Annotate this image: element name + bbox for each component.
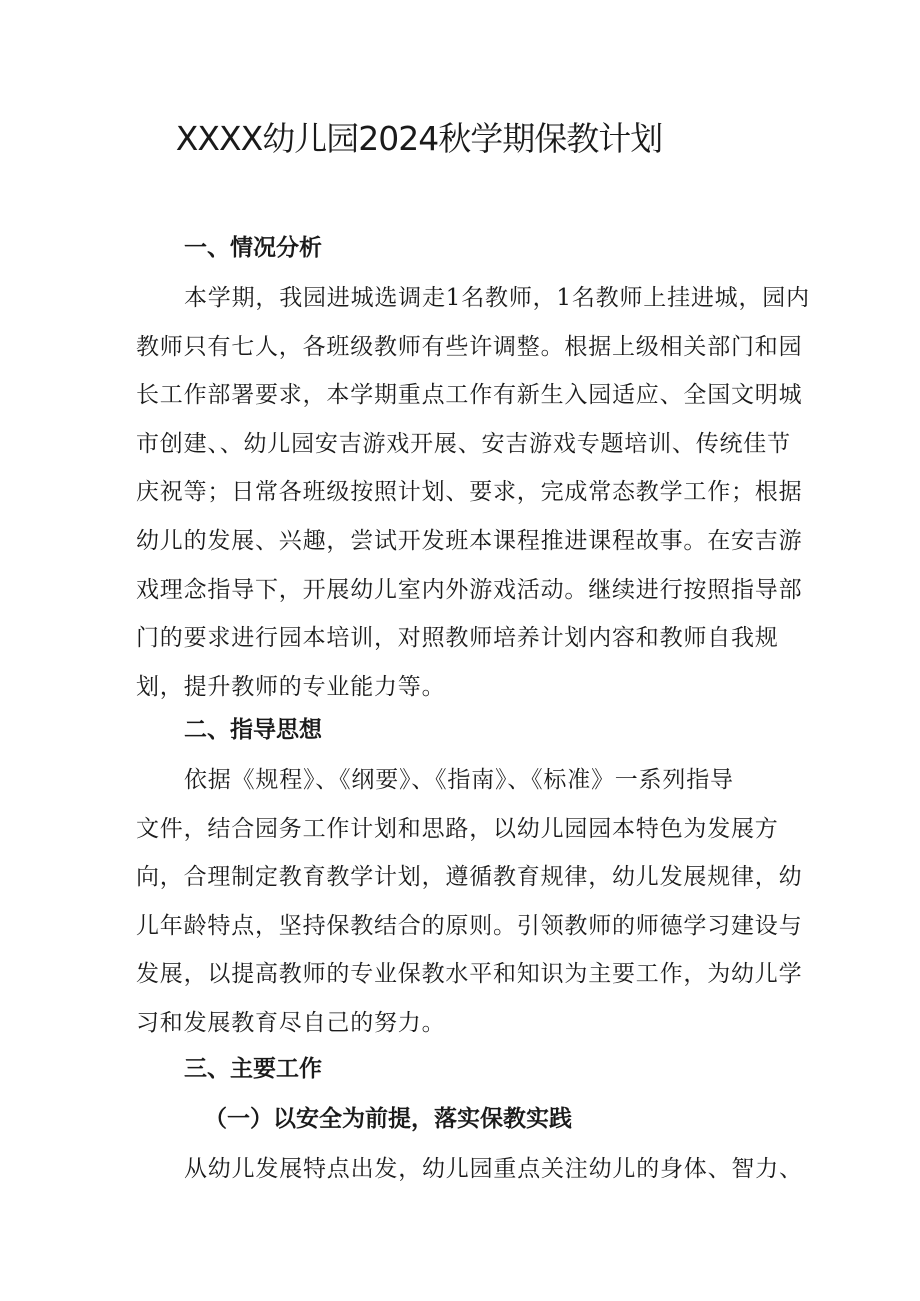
paragraph-line: 市创建、、幼儿园安吉游戏开展、安吉游戏专题培训、传统佳节 (136, 430, 791, 457)
subsection-heading-safety: （一）以安全为前提，落实保教实践 (204, 1105, 572, 1132)
section-paragraph-main-work (136, 1153, 803, 1202)
paragraph-line: 划，提升教师的专业能力等。 (136, 673, 446, 700)
section-paragraph-guiding-ideology (136, 764, 803, 1056)
paragraph-line: 庆祝等；日常各班级按照计划、要求，完成常态教学工作；根据 (136, 479, 803, 506)
document-title: XXXX幼儿园2024秋学期保教计划 (175, 119, 663, 158)
paragraph-line: 门的要求进行园本培训，对照教师培养计划内容和教师自我规 (136, 625, 779, 652)
paragraph-line: 从幼儿发展特点出发，幼儿园重点关注幼儿的身体、智力、 (184, 1156, 803, 1182)
section-heading-guiding-ideology: 二、指导思想 (184, 716, 322, 743)
paragraph-line: 幼儿的发展、兴趣，尝试开发班本课程推进课程故事。在安吉游 (136, 527, 803, 554)
section-heading-main-work: 三、主要工作 (184, 1055, 322, 1082)
paragraph-line: 戏理念指导下，开展幼儿室内外游戏活动。继续进行按照指导部 (136, 576, 803, 603)
paragraph-line: 习和发展教育尽自己的努力。 (136, 1009, 446, 1036)
section-heading-situation-analysis: 一、情况分析 (184, 234, 322, 261)
paragraph-line: 本学期，我园进城选调走1名教师，1名教师上挂进城，园内 (184, 285, 810, 311)
paragraph-line: 依据《规程》、《纲要》、《指南》、《标准》一系列指导 (184, 767, 734, 793)
paragraph-line: 文件，结合园务工作计划和思路，以幼儿园园本特色为发展方 (136, 815, 779, 842)
paragraph-line: 长工作部署要求，本学期重点工作有新生入园适应、全国文明城 (136, 382, 803, 409)
paragraph-line: 教师只有七人，各班级教师有些许调整。根据上级相关部门和园 (136, 333, 803, 360)
section-paragraph-situation-analysis (136, 282, 810, 719)
paragraph-line: 儿年龄特点，坚持保教结合的原则。引领教师的师德学习建设与 (136, 912, 803, 939)
paragraph-line: 向，合理制定教育教学计划，遵循教育规律，幼儿发展规律，幼 (136, 864, 803, 891)
paragraph-line: 发展，以提高教师的专业保教水平和知识为主要工作，为幼儿学 (136, 961, 803, 988)
